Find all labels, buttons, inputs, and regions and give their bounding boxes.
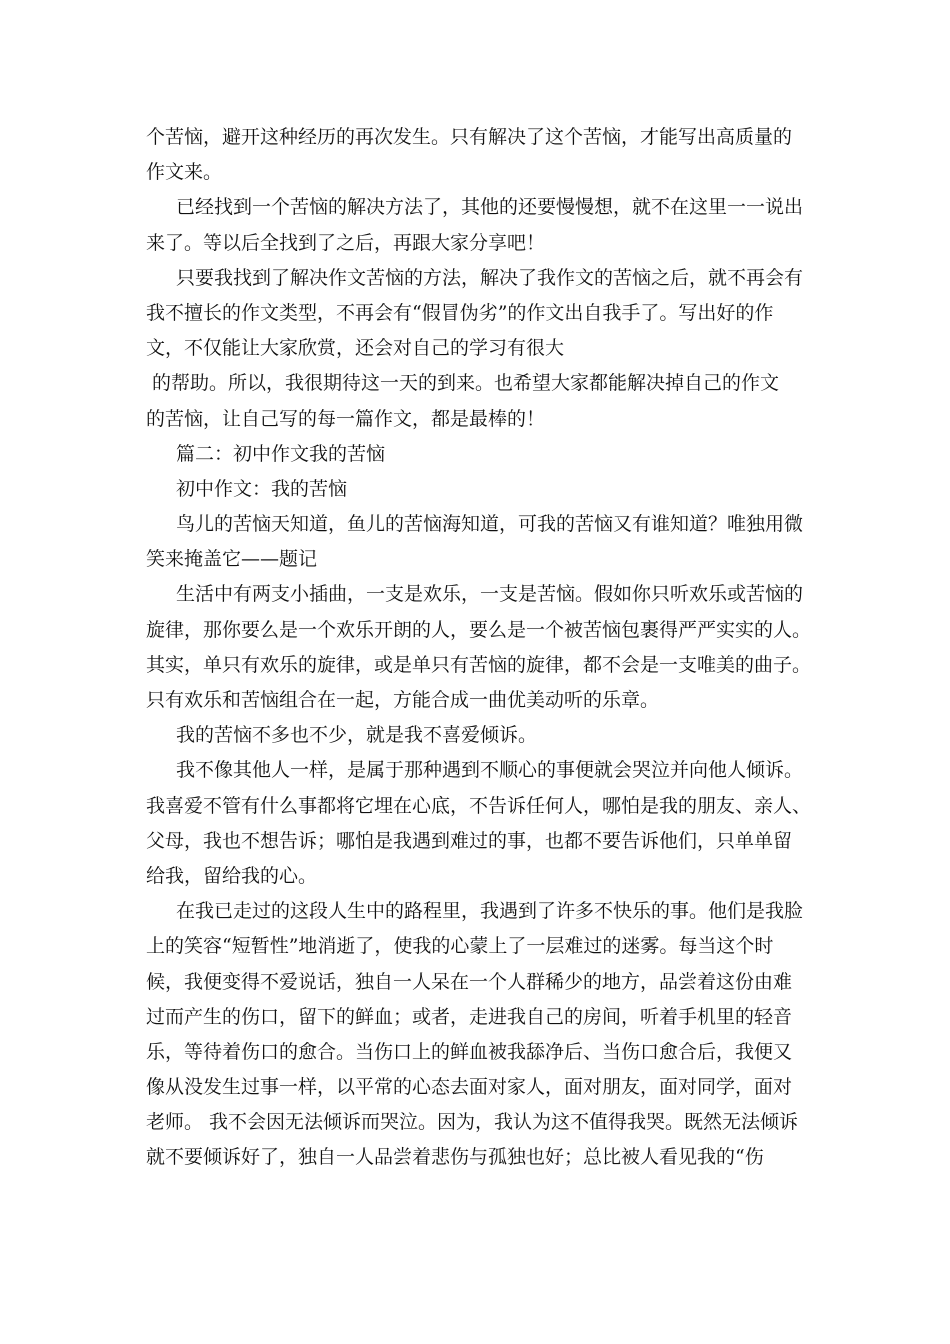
text-line: 老师。 我不会因无法倾诉而哭泣。因为，我认为这不值得我哭。既然无法倾诉: [146, 1111, 799, 1134]
text-line: 文，不仅能让大家欣赏，还会对自己的学习有很大: [146, 337, 565, 360]
document-body: [146, 120, 816, 1176]
text-line: 已经找到一个苦恼的解决方法了，其他的还要慢慢想，就不在这里一一说出: [176, 196, 804, 219]
text-line: 我不像其他人一样，是属于那种遇到不顺心的事便就会哭泣并向他人倾诉。: [176, 759, 804, 782]
text-line: 旋律，那你要么是一个欢乐开朗的人，要么是一个被苦恼包裹得严严实实的人。: [146, 618, 812, 641]
text-line: 只要我找到了解决作文苦恼的方法，解决了我作文的苦恼之后，就不再会有: [176, 266, 804, 289]
text-line: 我喜爱不管有什么事都将它埋在心底，不告诉任何人，哪怕是我的朋友、亲人、: [146, 794, 812, 817]
text-line: 的苦恼，让自己写的每一篇作文，都是最棒的！: [146, 407, 546, 430]
text-line: 候，我便变得不爱说话，独自一人呆在一个人群稀少的地方，品尝着这份由难: [146, 970, 793, 993]
text-line: 个苦恼，避开这种经历的再次发生。只有解决了这个苦恼，才能写出高质量的: [146, 126, 793, 148]
text-line: 只有欢乐和苦恼组合在一起，方能合成一曲优美动听的乐章。: [146, 689, 660, 711]
text-line: 给我，留给我的心。: [146, 864, 318, 887]
text-line: 的帮助。所以，我很期待这一天的到来。也希望大家都能解决掉自己的作文: [152, 372, 780, 395]
text-line: 篇二：初中作文我的苦恼: [176, 442, 386, 465]
text-line: 其实，单只有欢乐的旋律，或是单只有苦恼的旋律，都不会是一支唯美的曲子。: [146, 653, 812, 676]
text-line: 过而产生的伤口，留下的鲜血；或者，走进我自己的房间，听着手机里的轻音: [146, 1005, 793, 1028]
text-line: 就不要倾诉好了，独自一人品尝着悲伤与孤独也好；总比被人看见我的“伤: [146, 1146, 764, 1169]
text-line: 初中作文：我的苦恼: [176, 477, 348, 500]
text-line: 父母，我也不想告诉；哪怕是我遇到难过的事，也都不要告诉他们，只单单留: [146, 829, 793, 852]
text-line: 上的笑容“短暂性”地消逝了，使我的心蒙上了一层难过的迷雾。每当这个时: [146, 935, 774, 958]
text-line: 鸟儿的苦恼天知道，鱼儿的苦恼海知道，可我的苦恼又有谁知道？唯独用微: [176, 513, 804, 536]
text-line: 像从没发生过事一样，以平常的心态去面对家人，面对朋友，面对同学，面对: [146, 1076, 793, 1099]
text-line: 生活中有两支小插曲，一支是欢乐，一支是苦恼。假如你只听欢乐或苦恼的: [176, 583, 804, 606]
text-line: 作文来。: [146, 161, 223, 184]
text-line: 乐，等待着伤口的愈合。当伤口上的鲜血被我舔净后、当伤口愈合后，我便又: [146, 1040, 793, 1063]
text-line: 我不擅长的作文类型，不再会有“假冒伪劣”的作文出自我手了。写出好的作: [146, 301, 774, 324]
text-line: 在我已走过的这段人生中的路程里，我遇到了许多不快乐的事。他们是我脸: [176, 900, 804, 923]
text-line: 我的苦恼不多也不少，就是我不喜爱倾诉。: [176, 724, 538, 747]
text-line: 笑来掩盖它——题记: [146, 548, 318, 571]
text-line: 来了。等以后全找到了之后，再跟大家分享吧！: [146, 231, 546, 254]
